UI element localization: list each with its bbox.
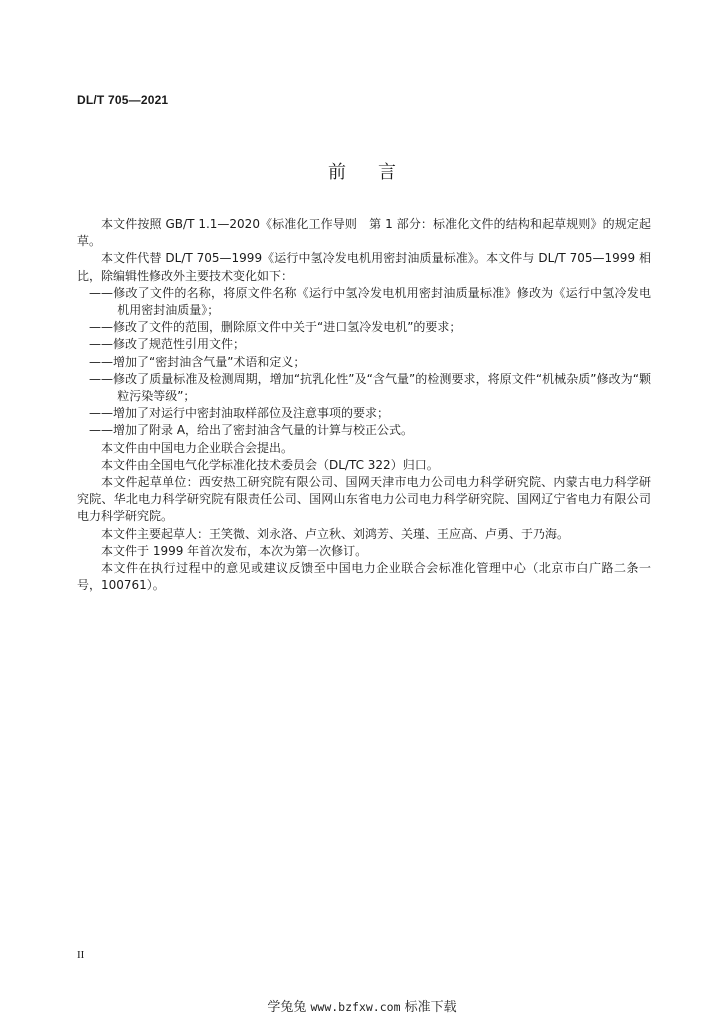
foreword-body	[77, 216, 651, 594]
change-item: ——修改了文件的范围，删除原文件中关于“进口氢冷发电机”的要求；	[89, 320, 462, 335]
paragraph: 本文件在执行过程中的意见或建议反馈至中国电力企业联合会标准化管理中心（北京市白广路二条一号，100761）。	[77, 561, 651, 593]
change-item: ——修改了质量标准及检测周期，增加“抗乳化性”及“含气量”的检测要求，将原文件“机械杂质”修改为“颗粒污染等级”；	[89, 371, 651, 404]
page-number: II	[77, 949, 85, 961]
paragraph: 本文件主要起草人：王笑微、刘永洛、卢立秋、刘鸿芳、关瑾、王应高、卢勇、于乃海。	[101, 526, 570, 541]
footer-url: www.bzfxw.com	[310, 1000, 401, 1014]
paragraph: 本文件于 1999 年首次发布，本次为第一次修订。	[101, 543, 368, 558]
change-item: ——修改了规范性引用文件；	[89, 337, 246, 352]
change-item: ——修改了文件的名称，将原文件名称《运行中氢冷发电机用密封油质量标准》修改为《运行中氢冷发电机用密封油质量》；	[89, 285, 651, 318]
footer-tagline: 标准下载	[404, 1000, 457, 1015]
change-item: ——增加了附录 A，给出了密封油含气量的计算与校正公式。	[89, 423, 414, 438]
footer-site-name: 学兔兔	[267, 1000, 307, 1015]
change-item: ——增加了“密封油含气量”术语和定义；	[89, 354, 306, 369]
footer-watermark	[0, 996, 724, 1015]
change-item: ——增加了对运行中密封油取样部位及注意事项的要求；	[89, 406, 390, 421]
paragraph: 本文件代替 DL/T 705—1999《运行中氢冷发电机用密封油质量标准》。本文件与 DL/T 705—1999 相比，除编辑性修改外主要技术变化如下：	[77, 251, 651, 283]
paragraph: 本文件起草单位：西安热工研究院有限公司、国网天津市电力公司电力科学研究院、内蒙古电力科学研究院、华北电力科学研究院有限责任公司、国网山东省电力公司电力科学研究院、国网辽宁省电力有限公司电力科学研究院。	[77, 475, 651, 524]
paragraph: 本文件由全国电气化学标准化技术委员会（DL/TC 322）归口。	[101, 457, 439, 472]
change-list	[77, 285, 651, 440]
standard-code: DL/T 705—2021	[77, 93, 169, 107]
page-title: 前言	[328, 162, 428, 183]
paragraph: 本文件按照 GB/T 1.1—2020《标准化工作导则 第 1 部分：标准化文件的结构和起草规则》的规定起草。	[77, 217, 651, 249]
paragraph: 本文件由中国电力企业联合会提出。	[101, 440, 294, 455]
